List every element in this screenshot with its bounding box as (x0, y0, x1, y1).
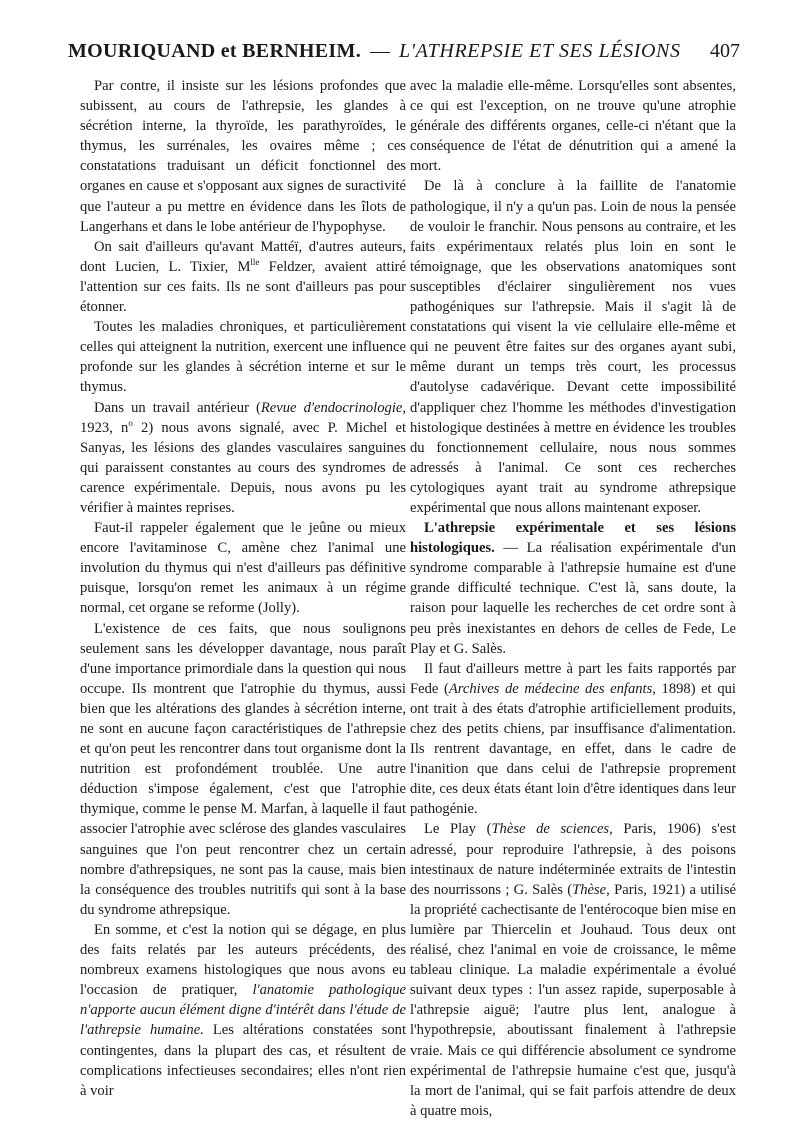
running-head (68, 40, 740, 68)
right-column (410, 76, 736, 1121)
paragraph-section-experimentale (410, 518, 736, 659)
superscript: lle (250, 256, 260, 267)
paragraph-text: — La réalisation expérimentale d'un syndrome comparable à l'athrepsie humaine est d'une grande difficulté technique. C'est là, sans doute, la raison pour laquelle les recherches de cet ordre sont à peu près inexistantes en dehors de celles de Fede, Le Play et G. Salès. (410, 540, 736, 657)
paragraph-text: De là à conclure à la faillite de l'anatomie pathologique, il n'y a qu'un pas. Loin de nous la pensée de vouloir le franchir. Nous pensons au contraire, et les faits expérimentaux relatés plus loin en sont le témoignage, que les observations anatomiques sont susceptibles d'éclairer singulièrement nos vues pathogéniques sur l'athrepsie. Mais il s'agit là de constatations qui visent la vie cellulaire elle-même et qui ne peuvent être faites sur des organes ayant subi, même durant un temps très court, les processus d'autolyse cadavérique. Devant cette impossibilité d'appliquer chez l'homme les méthodes d'investigation histologique destinées à mettre en évidence les troubles du fonctionnement cellulaire, nous nous sommes adressés à l'animal. Ce sont ces recherches cytologiques ayant trait au syndrome athrepsique expérimental que nous allons maintenant exposer. (410, 178, 736, 516)
page-number: 407 (710, 40, 740, 62)
paragraph-text: Par contre, il insiste sur les lésions profondes que subissent, au cours de l'athrepsie, les glandes à sécrétion interne, la thyroïde, les parathyroïdes, le thymus, les surrénales, les ovaires même ; ces constatations traduisant un déficit fonctionnel des organes en cause et s'opposant aux signes de suractivité que l'auteur a pu mettre en évidence dans les îlots de Langerhans et dans le lobe antérieur de l'hypophyse. (80, 78, 406, 235)
paragraph-text: Feldzer, avaient attiré l'attention sur ces faits. Ils ne sont d'ailleurs pas pour étonner. (80, 258, 406, 316)
paragraph-text: Les altérations constatées sont contingentes, dans la plupart des cas, et résultent de complications infectieuses secondaires; elles n'ont rien à voir (80, 1022, 406, 1099)
paragraph-text: Il faut d'ailleurs mettre à part les faits rapportés par Fede ( (410, 660, 736, 697)
paragraph-text: Faut-il rappeler également que le jeûne ou mieux encore l'avitaminose C, amène chez l'animal une involution du thymus qui n'est d'ailleurs pas définitive puisque, lorsqu'on remet les animaux à un régime normal, cet organe se reforme (Jolly). (80, 520, 406, 617)
emphasized-statement: l'anatomie pathologique n'apporte aucun élément digne d'intérêt dans l'étude de l'athrepsie humaine. (80, 982, 407, 1039)
paragraph-avitaminose (80, 518, 406, 618)
paragraph-text: Dans un travail antérieur ( (94, 399, 261, 416)
superscript: o (128, 417, 133, 428)
paragraph-text: 2) nous avons signalé, avec P. Michel et Sanyas, les lésions des glandes vasculaires sanguines qui paraissent constantes au cours des syndromes de carence expérimentale. Depuis, nous avons pu les vérifier à maintes reprises. (80, 419, 406, 516)
paragraph-text: En somme, et c'est la notion qui se dégage, en plus des faits relatés par les auteurs précédents, des nombreux examens histologiques que nous avons eu l'occasion de pratiquer, (80, 921, 406, 999)
paragraph-text: Toutes les maladies chroniques, et particulièrement celles qui atteignent la nutrition, exercent une influence profonde sur les glandes à sécrétion interne et sur le thymus. (80, 319, 406, 396)
paragraph-auteurs (80, 237, 406, 317)
journal-reference: Archives de médecine des enfants, (448, 680, 656, 697)
paragraph-continuation (410, 76, 736, 176)
journal-reference: Revue d'endocrinologie, (260, 399, 406, 416)
paragraph-faillite (410, 176, 736, 518)
thesis-reference: Thèse, (572, 881, 610, 898)
paragraph-text: 1898) et qui ont trait à des états d'atrophie artificiellement produits, chez des petits chiens, par insuffisance d'alimentation. Ils rentrent davantage, en effet, dans le cadre de l'inanition que dans celui de l'athrepsie proprement dite, ces deux états étant loin d'être identiques dans leur pathogénie. (410, 680, 736, 818)
section-heading: L'athrepsie expérimentale et ses lésions histologiques. (410, 520, 736, 557)
paragraph-travail-anterieur (80, 398, 406, 519)
paragraph-fede (410, 659, 736, 820)
paragraph-maladies-chroniques (80, 317, 406, 397)
running-head-authors: MOURIQUAND et BERNHEIM. (68, 40, 361, 62)
paragraph-text: L'existence de ces faits, que nous soulignons seulement sans les développer davantage, nous paraît d'une importance primordiale dans la question qui nous occupe. Ils montrent que l'atrophie du thymus, aussi bien que les altérations des glandes à sécrétion interne, ne sont en aucune façon caractéristiques de l'athrepsie et qu'on peut les rencontrer dans tout organisme dont la nutrition est profondément troublée. Une autre déduction s'impose également, c'est que l'atrophie thymique, comme le pense M. Marfan, à laquelle il faut associer l'atrophie avec sclérose des glandes vasculaires sanguines que l'on peut rencontrer chez un certain nombre d'athrepsiques, ne sont pas la cause, mais bien la conséquence des troubles nutritifs qui sont à la base du syndrome athrepsique. (80, 620, 406, 918)
thesis-reference: Thèse de sciences, (491, 821, 613, 838)
paragraph-glandes (80, 76, 406, 237)
running-head-title: L'ATHREPSIE ET SES LÉSIONS (399, 40, 681, 62)
paragraph-text: Le Play ( (424, 821, 492, 838)
paragraph-existence-faits (80, 619, 406, 920)
paragraph-text: 1923, n (80, 419, 129, 436)
paragraph-le-play (410, 819, 736, 1120)
running-head-separator: — (370, 40, 390, 62)
paragraph-text: On sait d'ailleurs qu'avant Mattéï, d'autres auteurs, dont Lucien, L. Tixier, M (80, 238, 406, 275)
paragraph-text: avec la maladie elle-même. Lorsqu'elles sont absentes, ce qui est l'exception, on ne trouve qu'une atrophie générale des différents organes, celle-ci n'étant que la conséquence de l'état de dénutrition qui a amené la mort. (410, 78, 736, 175)
paragraph-text: Paris, 1906) s'est adressé, pour reproduire l'athrepsie, à des poisons intestinaux de nature indéterminée extraits de l'intestin des nourrissons ; G. Salès ( (410, 821, 737, 898)
left-column (80, 76, 406, 1101)
paragraph-text: Paris, 1921) a utilisé la propriété cachectisante de l'entérocoque bien mise en lumière par Thiercelin et Jouhaud. Tous deux ont réalisé, chez l'animal en voie de croissance, le même tableau clinique. La maladie expérimentale a évolué suivant deux types : l'un assez rapide, superposable à l'athrepsie aiguë; l'autre plus lent, analogue à l'hypothrepsie, aboutissant finalement à l'athrepsie vraie. Mais ce qui différencie absolument ce syndrome expérimental de l'athrepsie humaine c'est que, jusqu'à la mort de l'animal, qui se fait parfois attendre de deux à quatre mois, (410, 881, 736, 1119)
paragraph-en-somme (80, 920, 406, 1101)
